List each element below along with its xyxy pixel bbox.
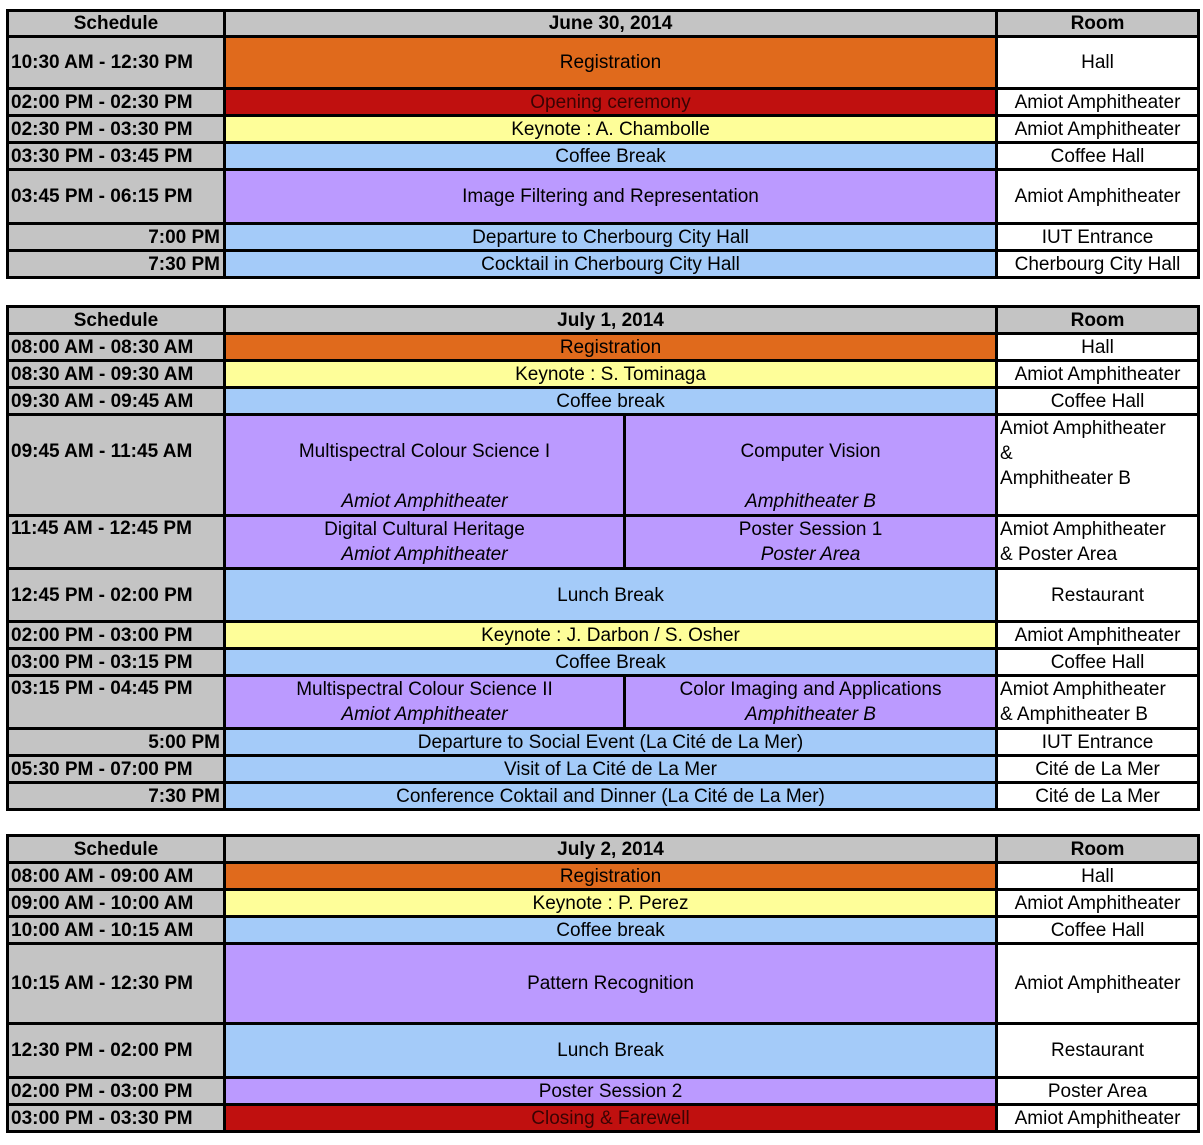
time-cell: 7:30 PM	[8, 251, 225, 278]
time-cell: 03:15 PM - 04:45 PM	[8, 676, 225, 729]
time-cell: 03:45 PM - 06:15 PM	[8, 170, 225, 224]
session-cell-left	[225, 415, 625, 516]
event-cell: Registration	[225, 863, 997, 890]
session-cell-right	[625, 676, 997, 729]
table-row	[8, 944, 1199, 1024]
event-cell: Image Filtering and Representation	[225, 170, 997, 224]
session-title: Digital Cultural Heritage	[324, 519, 525, 540]
room-cell: Amiot Amphitheater	[997, 89, 1199, 116]
session-cell-left	[225, 516, 625, 569]
event-cell: Cocktail in Cherbourg City Hall	[225, 251, 997, 278]
event-cell: Pattern Recognition	[225, 944, 997, 1024]
table-row	[8, 676, 1199, 729]
table-row	[8, 622, 1199, 649]
session-place: Amiot Amphitheater	[341, 491, 508, 512]
event-cell: Lunch Break	[225, 1024, 997, 1078]
session-place: Amphitheater B	[745, 704, 876, 725]
time-cell: 10:00 AM - 10:15 AM	[8, 917, 225, 944]
time-cell: 09:00 AM - 10:00 AM	[8, 890, 225, 917]
time-cell: 08:00 AM - 09:00 AM	[8, 863, 225, 890]
table-row	[8, 890, 1199, 917]
event-cell: Closing & Farewell	[225, 1105, 997, 1132]
date-header: July 2, 2014	[225, 836, 997, 863]
event-cell: Coffee Break	[225, 143, 997, 170]
time-cell: 10:30 AM - 12:30 PM	[8, 37, 225, 89]
room-cell: Hall	[997, 37, 1199, 89]
room-cell: Coffee Hall	[997, 143, 1199, 170]
table-row	[8, 729, 1199, 756]
time-cell: 08:00 AM - 08:30 AM	[8, 334, 225, 361]
room-cell: Coffee Hall	[997, 917, 1199, 944]
time-cell: 03:00 PM - 03:15 PM	[8, 649, 225, 676]
room-cell: IUT Entrance	[997, 729, 1199, 756]
session-title: Poster Session 1	[738, 519, 883, 540]
event-cell: Keynote : A. Chambolle	[225, 116, 997, 143]
schedule-table-june-30	[6, 9, 1200, 279]
time-cell: 09:45 AM - 11:45 AM	[8, 415, 225, 516]
time-cell: 02:00 PM - 03:00 PM	[8, 1078, 225, 1105]
table-row	[8, 917, 1199, 944]
room-header: Room	[997, 836, 1199, 863]
table-header-row	[8, 836, 1199, 863]
time-cell: 02:00 PM - 02:30 PM	[8, 89, 225, 116]
table-row	[8, 37, 1199, 89]
room-cell: Amiot Amphitheater	[997, 170, 1199, 224]
session-place: Poster Area	[760, 544, 861, 565]
table-row	[8, 516, 1199, 569]
session-title: Color Imaging and Applications	[679, 679, 942, 700]
event-cell: Coffee break	[225, 388, 997, 415]
table-row	[8, 224, 1199, 251]
time-cell: 10:15 AM - 12:30 PM	[8, 944, 225, 1024]
room-cell: Amiot Amphitheater	[997, 116, 1199, 143]
table-row	[8, 863, 1199, 890]
room-cell: Hall	[997, 863, 1199, 890]
event-cell: Coffee break	[225, 917, 997, 944]
room-cell: Cité de La Mer	[997, 783, 1199, 810]
table-row	[8, 756, 1199, 783]
table-row	[8, 116, 1199, 143]
table-row	[8, 649, 1199, 676]
table-row	[8, 361, 1199, 388]
schedule-header: Schedule	[8, 307, 225, 334]
table-row	[8, 251, 1199, 278]
room-header: Room	[997, 307, 1199, 334]
room-cell: Coffee Hall	[997, 388, 1199, 415]
room-cell: Amiot Amphitheater	[997, 622, 1199, 649]
room-cell: Poster Area	[997, 1078, 1199, 1105]
table-row	[8, 143, 1199, 170]
date-header: July 1, 2014	[225, 307, 997, 334]
event-cell: Registration	[225, 334, 997, 361]
room-header: Room	[997, 11, 1199, 37]
event-cell: Departure to Social Event (La Cité de La Mer)	[225, 729, 997, 756]
room-cell: Amiot Amphitheater	[997, 890, 1199, 917]
time-cell: 05:30 PM - 07:00 PM	[8, 756, 225, 783]
room-cell: Coffee Hall	[997, 649, 1199, 676]
session-place: Amphitheater B	[745, 491, 876, 512]
table-header-row	[8, 11, 1199, 37]
room-cell: Amiot Amphitheater & Amphitheater B	[997, 676, 1199, 729]
event-cell: Poster Session 2	[225, 1078, 997, 1105]
table-row	[8, 388, 1199, 415]
time-cell: 12:45 PM - 02:00 PM	[8, 569, 225, 622]
event-cell: Registration	[225, 37, 997, 89]
session-title: Multispectral Colour Science II	[296, 679, 553, 700]
event-cell: Keynote : P. Perez	[225, 890, 997, 917]
event-cell: Departure to Cherbourg City Hall	[225, 224, 997, 251]
table-row	[8, 89, 1199, 116]
session-title: Multispectral Colour Science I	[298, 441, 551, 462]
room-cell: Amiot Amphitheater	[997, 944, 1199, 1024]
time-cell: 09:30 AM - 09:45 AM	[8, 388, 225, 415]
table-row	[8, 415, 1199, 516]
session-place: Amiot Amphitheater	[341, 544, 508, 565]
time-cell: 7:30 PM	[8, 783, 225, 810]
time-cell: 03:00 PM - 03:30 PM	[8, 1105, 225, 1132]
session-cell-right	[625, 516, 997, 569]
room-cell: Cherbourg City Hall	[997, 251, 1199, 278]
room-cell: Restaurant	[997, 1024, 1199, 1078]
event-cell: Keynote : J. Darbon / S. Osher	[225, 622, 997, 649]
time-cell: 5:00 PM	[8, 729, 225, 756]
room-cell: Restaurant	[997, 569, 1199, 622]
session-cell-left	[225, 676, 625, 729]
table-row	[8, 569, 1199, 622]
time-cell: 7:00 PM	[8, 224, 225, 251]
event-cell: Visit of La Cité de La Mer	[225, 756, 997, 783]
session-place: Amiot Amphitheater	[341, 704, 508, 725]
room-cell: Amiot Amphitheater	[997, 1105, 1199, 1132]
event-cell: Lunch Break	[225, 569, 997, 622]
time-cell: 11:45 AM - 12:45 PM	[8, 516, 225, 569]
event-cell: Keynote : S. Tominaga	[225, 361, 997, 388]
table-row	[8, 1078, 1199, 1105]
event-cell: Conference Coktail and Dinner (La Cité de La Mer)	[225, 783, 997, 810]
event-cell: Opening ceremony	[225, 89, 997, 116]
time-cell: 02:30 PM - 03:30 PM	[8, 116, 225, 143]
time-cell: 08:30 AM - 09:30 AM	[8, 361, 225, 388]
table-row	[8, 1105, 1199, 1132]
session-cell-right	[625, 415, 997, 516]
room-cell: Cité de La Mer	[997, 756, 1199, 783]
schedule-table-july-2	[6, 834, 1200, 1133]
table-row	[8, 783, 1199, 810]
date-header: June 30, 2014	[225, 11, 997, 37]
table-header-row	[8, 307, 1199, 334]
table-row	[8, 170, 1199, 224]
schedule-header: Schedule	[8, 11, 225, 37]
time-cell: 03:30 PM - 03:45 PM	[8, 143, 225, 170]
table-row	[8, 1024, 1199, 1078]
session-title: Computer Vision	[740, 441, 881, 462]
room-cell: Amiot Amphitheater	[997, 361, 1199, 388]
schedule-table-july-1	[6, 305, 1200, 811]
schedule-header: Schedule	[8, 836, 225, 863]
table-row	[8, 334, 1199, 361]
room-cell: Hall	[997, 334, 1199, 361]
room-cell: IUT Entrance	[997, 224, 1199, 251]
room-cell: Amiot Amphitheater & Amphitheater B	[997, 415, 1199, 516]
time-cell: 02:00 PM - 03:00 PM	[8, 622, 225, 649]
time-cell: 12:30 PM - 02:00 PM	[8, 1024, 225, 1078]
event-cell: Coffee Break	[225, 649, 997, 676]
room-cell: Amiot Amphitheater & Poster Area	[997, 516, 1199, 569]
